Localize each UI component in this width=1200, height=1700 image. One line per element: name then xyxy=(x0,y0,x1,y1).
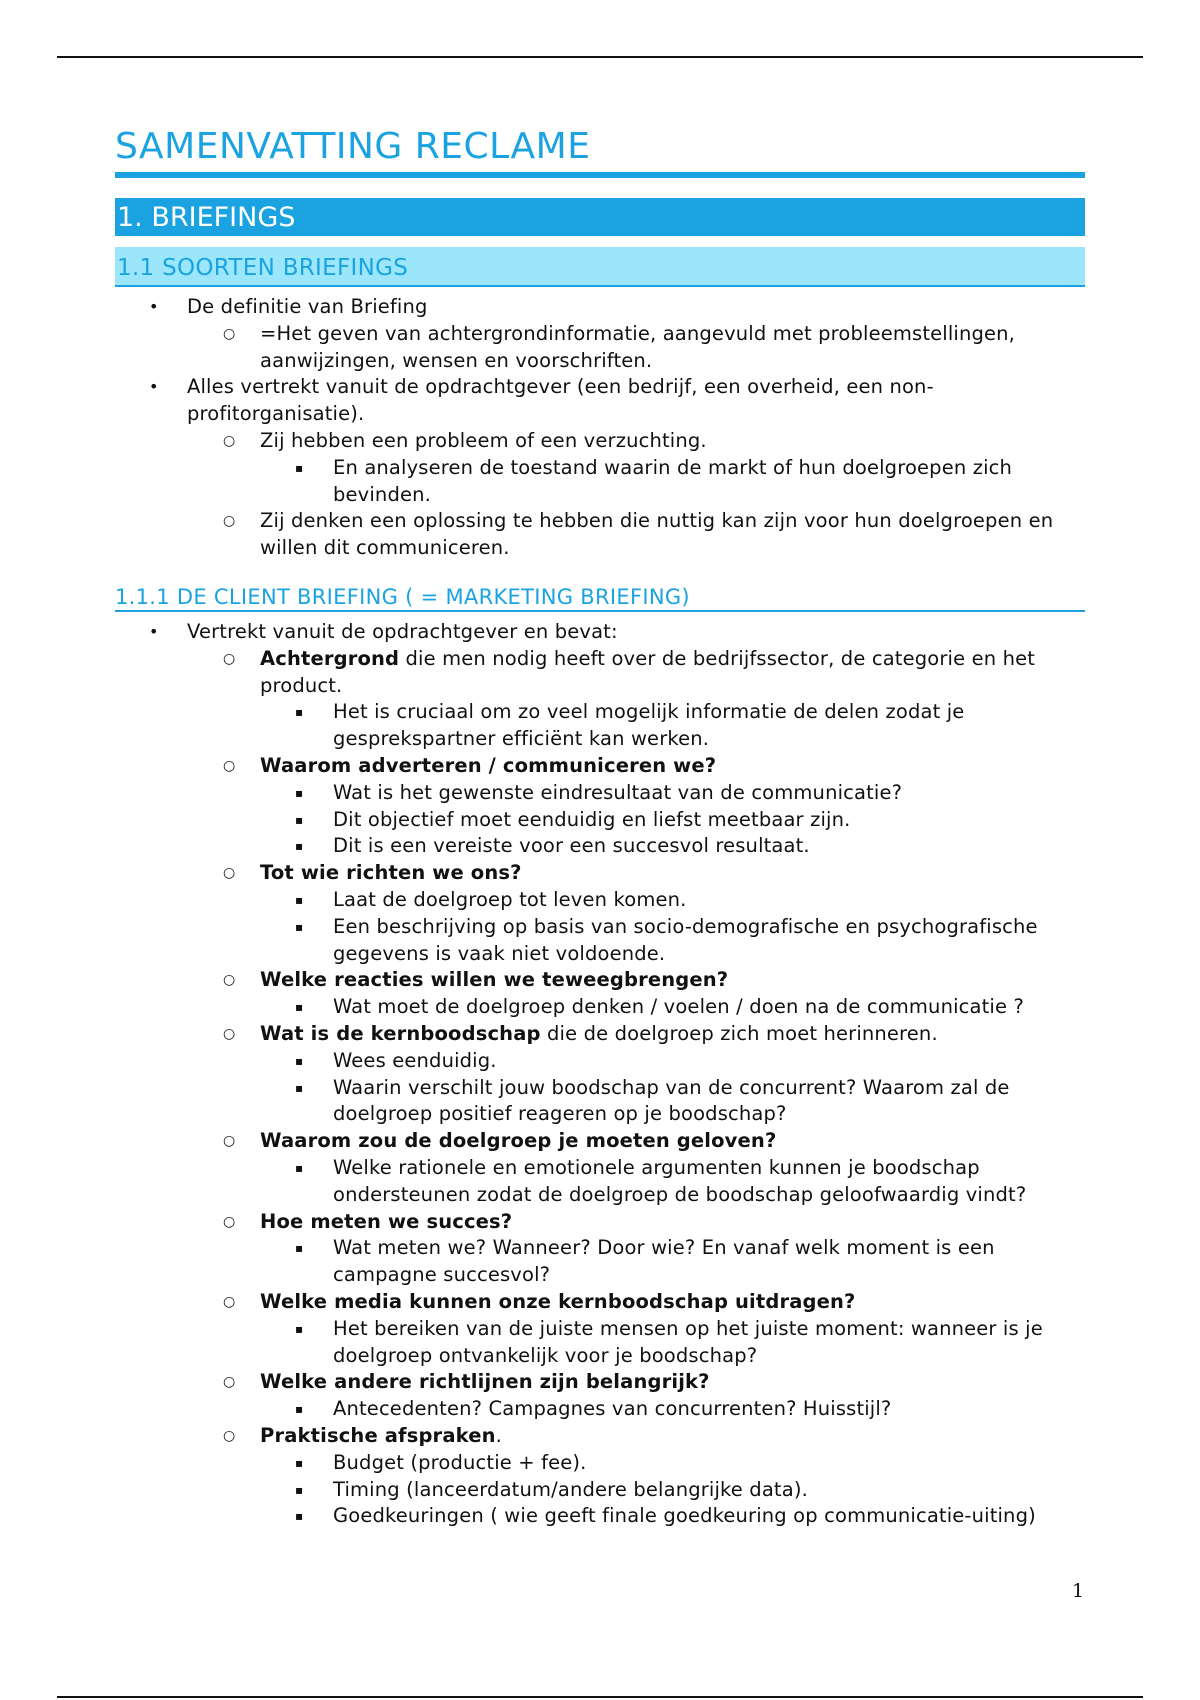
section-2-list xyxy=(115,619,1085,1530)
list-item-text xyxy=(260,508,1085,562)
list-item xyxy=(115,914,1085,968)
list-item-text xyxy=(260,1289,1085,1316)
list-item xyxy=(115,1477,1085,1504)
document-title: SAMENVATTING RECLAME xyxy=(115,126,591,167)
bold-text: Welke reacties willen we teweegbrengen? xyxy=(260,968,729,992)
list-item-text xyxy=(333,994,1085,1021)
heading-1: 1. BRIEFINGS xyxy=(115,198,1085,236)
bullet-icon: ▪ xyxy=(295,1080,304,1095)
list-item xyxy=(115,1021,1085,1048)
bullet-icon: ▪ xyxy=(295,460,304,475)
page-number: 1 xyxy=(1072,1580,1085,1602)
text: Welke rationele en emotionele argumenten kunnen je boodschap ondersteunen zodat de doelgroep de boodschap geloofwaardig vindt? xyxy=(333,1155,1027,1206)
text: Alles vertrekt vanuit de opdrachtgever (een bedrijf, een overheid, een non-profitorganisatie). xyxy=(187,375,934,426)
list-item xyxy=(115,1209,1085,1236)
bullet-icon: ▪ xyxy=(295,1509,304,1524)
list-item xyxy=(115,1503,1085,1530)
text: Wat moet de doelgroep denken / voelen / doen na de communicatie ? xyxy=(333,995,1024,1019)
bullet-icon: ○ xyxy=(223,513,236,530)
text: En analyseren de toestand waarin de markt of hun doelgroepen zich bevinden. xyxy=(333,455,1013,506)
bullet-icon: ○ xyxy=(223,1133,236,1150)
bullet-icon: ▪ xyxy=(295,1455,304,1470)
bullet-icon: • xyxy=(149,377,159,397)
list-item-text xyxy=(333,807,1085,834)
bullet-icon: ▪ xyxy=(295,1321,304,1336)
text: Het is cruciaal om zo veel mogelijk informatie de delen zodat je gesprekspartner efficiënt kan werken. xyxy=(333,700,965,751)
list-item xyxy=(115,508,1085,562)
bullet-icon: ▪ xyxy=(295,1482,304,1497)
list-item xyxy=(115,807,1085,834)
list-item xyxy=(115,1423,1085,1450)
text: Zij denken een oplossing te hebben die nuttig kan zijn voor hun doelgroepen en willen dit communiceren. xyxy=(260,509,1054,560)
list-item-text xyxy=(333,1396,1085,1423)
list-item xyxy=(115,455,1085,509)
list-item xyxy=(115,1450,1085,1477)
list-item-text xyxy=(187,374,1085,428)
text: Timing (lanceerdatum/andere belangrijke data). xyxy=(333,1477,808,1501)
bullet-icon: ○ xyxy=(223,325,236,342)
list-item xyxy=(115,860,1085,887)
list-item-text xyxy=(260,753,1085,780)
bullet-icon: • xyxy=(149,622,159,641)
text: Waarin verschilt jouw boodschap van de concurrent? Waarom zal de doelgroep positief reageren op je boodschap? xyxy=(333,1075,1010,1126)
list-item xyxy=(115,1155,1085,1209)
list-item xyxy=(115,967,1085,994)
list-item-text xyxy=(333,887,1085,914)
footer-rule xyxy=(57,1696,1143,1698)
bold-text: Welke media kunnen onze kernboodschap uitdragen? xyxy=(260,1289,856,1313)
bullet-icon: ▪ xyxy=(295,1241,304,1256)
bullet-icon: ▪ xyxy=(295,785,304,800)
text: Antecedenten? Campagnes van concurrenten? Huisstijl? xyxy=(333,1397,892,1421)
heading-3: 1.1.1 DE CLIENT BRIEFING ( = MARKETING BRIEFING) xyxy=(115,582,1085,612)
list-item xyxy=(115,1369,1085,1396)
list-item xyxy=(115,294,1085,321)
text: Goedkeuringen ( wie geeft finale goedkeuring op communicatie-uiting) xyxy=(333,1504,1036,1528)
list-item-text xyxy=(333,914,1085,968)
bold-text: Wat is de kernboodschap xyxy=(260,1021,541,1045)
bullet-icon: ○ xyxy=(223,1427,236,1444)
list-item-text xyxy=(260,1209,1085,1236)
text: Zij hebben een probleem of een verzuchting. xyxy=(260,428,707,452)
list-item xyxy=(115,374,1085,428)
bullet-icon: ○ xyxy=(223,1213,236,1230)
list-item xyxy=(115,699,1085,753)
text: Vertrekt vanuit de opdrachtgever en bevat: xyxy=(187,620,618,643)
list-item xyxy=(115,780,1085,807)
list-item xyxy=(115,1048,1085,1075)
bullet-icon: • xyxy=(149,297,159,316)
list-item-text xyxy=(260,1021,1085,1048)
text: Budget (productie + fee). xyxy=(333,1450,587,1474)
bullet-icon: ▪ xyxy=(295,705,304,720)
list-item xyxy=(115,887,1085,914)
text: Dit objectief moet eenduidig en liefst meetbaar zijn. xyxy=(333,807,851,831)
bullet-icon: ▪ xyxy=(295,1000,304,1015)
list-item-text xyxy=(260,1128,1085,1155)
list-item-text xyxy=(187,619,1085,646)
list-item xyxy=(115,1316,1085,1370)
bullet-icon: ▪ xyxy=(295,812,304,827)
bullet-icon: ▪ xyxy=(295,839,304,854)
list-item xyxy=(115,1075,1085,1129)
list-item xyxy=(115,1289,1085,1316)
bullet-icon: ○ xyxy=(223,1025,236,1042)
list-item-text xyxy=(333,1155,1085,1209)
list-item-text xyxy=(333,780,1085,807)
bullet-icon: ▪ xyxy=(295,1053,304,1068)
list-item-text xyxy=(333,1235,1085,1289)
header-rule xyxy=(57,56,1143,58)
section-1-list xyxy=(115,294,1085,562)
list-item-text xyxy=(333,1316,1085,1370)
bullet-icon: ▪ xyxy=(295,1402,304,1417)
list-item-text xyxy=(260,1369,1085,1396)
text: die de doelgroep zich moet herinneren. xyxy=(540,1021,938,1045)
list-item xyxy=(115,1235,1085,1289)
list-item-text xyxy=(260,967,1085,994)
text: Dit is een vereiste voor een succesvol resultaat. xyxy=(333,834,810,858)
text: Het bereiken van de juiste mensen op het juiste moment: wanneer is je doelgroep ontvankelijk voor je boodschap? xyxy=(333,1316,1043,1367)
list-item xyxy=(115,1128,1085,1155)
list-item-text xyxy=(333,1450,1085,1477)
bullet-icon: ▪ xyxy=(295,919,304,934)
text: Wat meten we? Wanneer? Door wie? En vanaf welk moment is een campagne succesvol? xyxy=(333,1236,995,1287)
list-item xyxy=(115,994,1085,1021)
list-item-text xyxy=(333,1048,1085,1075)
bullet-icon: ○ xyxy=(223,757,236,774)
text: die men nodig heeft over de bedrijfssector, de categorie en het product. xyxy=(260,646,1036,697)
list-item-text xyxy=(333,833,1085,860)
bullet-icon: ○ xyxy=(223,865,236,882)
list-item xyxy=(115,833,1085,860)
list-item-text xyxy=(187,294,1085,321)
bold-text: Hoe meten we succes? xyxy=(260,1209,513,1233)
list-item-text xyxy=(333,699,1085,753)
bullet-icon: ○ xyxy=(223,432,236,449)
bullet-icon: ○ xyxy=(223,650,236,667)
list-item-text xyxy=(333,1075,1085,1129)
list-item xyxy=(115,1396,1085,1423)
list-item xyxy=(115,619,1085,646)
list-item-text xyxy=(260,428,1085,455)
text: Wat is het gewenste eindresultaat van de communicatie? xyxy=(333,780,903,804)
text: Een beschrijving op basis van socio-demografische en psychografische gegevens is vaak niet voldoende. xyxy=(333,914,1038,965)
bold-text: Waarom adverteren / communiceren we? xyxy=(260,753,717,777)
list-item xyxy=(115,321,1085,375)
list-item-text xyxy=(333,1477,1085,1504)
text: De definitie van Briefing xyxy=(187,295,428,318)
list-item-text xyxy=(260,321,1085,375)
bullet-icon: ○ xyxy=(223,972,236,989)
text: Laat de doelgroep tot leven komen. xyxy=(333,887,687,911)
bold-text: Waarom zou de doelgroep je moeten geloven? xyxy=(260,1129,777,1153)
heading-2: 1.1 SOORTEN BRIEFINGS xyxy=(115,247,1085,287)
bullet-icon: ○ xyxy=(223,1293,236,1310)
text: =Het geven van achtergrondinformatie, aangevuld met probleemstellingen, aanwijzingen, wensen en voorschriften. xyxy=(260,321,1016,372)
bold-text: Tot wie richten we ons? xyxy=(260,861,522,885)
bold-text: Praktische afspraken xyxy=(260,1423,496,1447)
text: Wees eenduidig. xyxy=(333,1048,497,1072)
title-underline xyxy=(115,172,1085,178)
list-item xyxy=(115,428,1085,455)
list-item-text xyxy=(333,1503,1085,1530)
bullet-icon: ○ xyxy=(223,1374,236,1391)
bullet-icon: ▪ xyxy=(295,1160,304,1175)
list-item-text xyxy=(333,455,1085,509)
text: . xyxy=(495,1423,502,1447)
list-item xyxy=(115,753,1085,780)
bold-text: Welke andere richtlijnen zijn belangrijk? xyxy=(260,1370,710,1394)
list-item-text xyxy=(260,1423,1085,1450)
bullet-icon: ▪ xyxy=(295,892,304,907)
list-item-text xyxy=(260,646,1085,700)
list-item-text xyxy=(260,860,1085,887)
list-item xyxy=(115,646,1085,700)
bold-text: Achtergrond xyxy=(260,646,400,670)
